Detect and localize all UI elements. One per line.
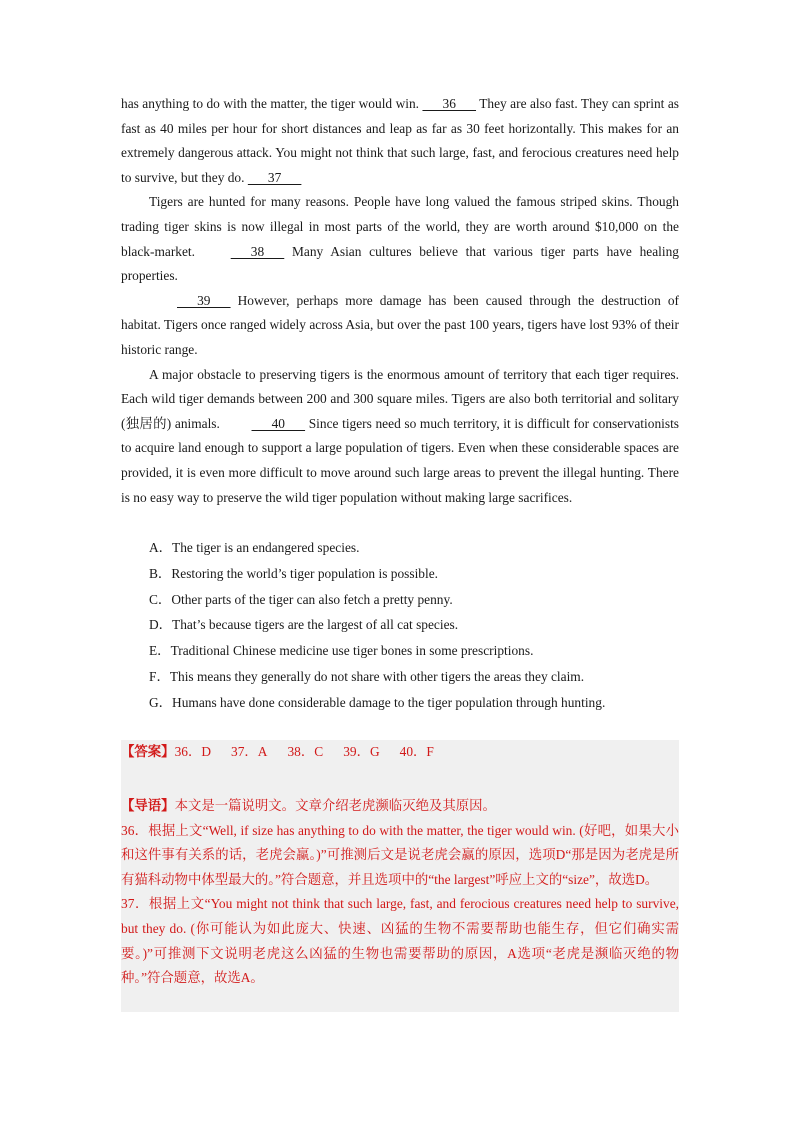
passage-paragraph: [121, 363, 679, 511]
explanation-body: [121, 794, 679, 991]
guide-line: [121, 794, 679, 819]
answer-item: 39．G: [343, 744, 380, 759]
explanation-36: 36．根据上文“Well, if size has anything to do with the matter, the tiger would win. (好吧，如果大小和这件事有关系的话，老虎会赢。)”可推测后文是说老虎会赢的原因，选项D“那是因为老虎是所有猫科动物中体型最大的。”符合题意，并且选项中的“the largest”呼应上文的“size”，故选D。: [121, 822, 679, 887]
answer-blank: 38: [230, 243, 285, 259]
passage-text: However, perhaps more damage has been caused through the destruction of habitat. Tigers once ranged widely across Asia, but over the past 100 years, tigers have lost 93% of their historic range.: [121, 292, 679, 357]
options-list: [121, 535, 679, 716]
guide-text: 本文是一篇说明文。文章介绍老虎濒临灭绝及其原因。: [174, 798, 496, 813]
answer-item: 38．C: [287, 744, 324, 759]
passage-text: Since tigers need so much territory, it is difficult for conservationists to acquire land enough to support a large population of tigers. Even when these considerable spaces are provided, it is even more difficult to move around such large areas to prevent the illegal hunting. There is no easy way to preserve the wild tiger population without making large sacrifices.: [121, 415, 679, 505]
guide-label: 【导语】: [121, 798, 175, 813]
passage-text: Tigers are hunted for many reasons. People have long valued the famous striped skins. Though trading tiger skins is now illegal in most parts of the world, they are worth around $10,000 on the black-market.: [121, 194, 679, 259]
passage-text: has anything to do with the matter, the tiger would win.: [121, 96, 423, 111]
answer-label: 【答案】: [121, 744, 175, 759]
answer-blank: 36: [422, 96, 477, 111]
passage-paragraph: [121, 190, 679, 288]
passage: [121, 92, 679, 510]
passage-text: They are also fast. They can sprint as fast as 40 miles per hour for short distances and leap as far as 30 feet horizontally. This makes for an extremely dangerous attack. You might not think that such large, fast, and ferocious creatures need help to survive, but they do.: [121, 96, 679, 185]
answer-item: 36．D: [174, 744, 212, 759]
option-item: D．That’s because tigers are the largest of all cat species.: [149, 617, 459, 633]
option-item: C．Other parts of the tiger can also fetch a pretty penny.: [149, 591, 453, 607]
option-item: B．Restoring the world’s tiger population is possible.: [149, 565, 438, 581]
explanation-37: 37．根据上文“You might not think that such large, fast, and ferocious creatures need help to survive, but they do. (你可能认为如此庞大、快速、凶猛的生物不需要帮助也能生存，但它们确实需要。)”可推测下文说明老虎这么凶猛的生物也需要帮助的原因，A选项“老虎是濒临灭绝的物种。”符合题意，故选A。: [121, 896, 679, 986]
option-item: F．This means they generally do not share with other tigers the areas they claim.: [149, 668, 585, 684]
answer-blank: 40: [251, 415, 306, 431]
passage-paragraph: [121, 289, 679, 363]
passage-paragraph: [121, 92, 679, 190]
option-item: A．The tiger is an endangered species.: [149, 540, 360, 555]
answer-row: [121, 742, 434, 762]
option-item: E．Traditional Chinese medicine use tiger bones in some prescriptions.: [149, 643, 534, 659]
answer-blank: 39: [177, 292, 231, 308]
option-item: G．Humans have done considerable damage to the tiger population through hunting.: [149, 694, 606, 710]
answer-item: 37．A: [231, 744, 268, 759]
answer-blank: 37: [247, 169, 302, 185]
passage-text: Many Asian cultures believe that various tiger parts have healing properties.: [121, 243, 679, 284]
answer-item: 40．F: [399, 744, 434, 759]
answer-items: [175, 744, 434, 759]
passage-text: A major obstacle to preserving tigers is the enormous amount of territory that each tiger requires. Each wild tiger demands between 200 and 300 square miles. Tigers are also both territorial and solitary (独居的) animals.: [121, 366, 679, 431]
answer-box: [121, 740, 679, 1012]
